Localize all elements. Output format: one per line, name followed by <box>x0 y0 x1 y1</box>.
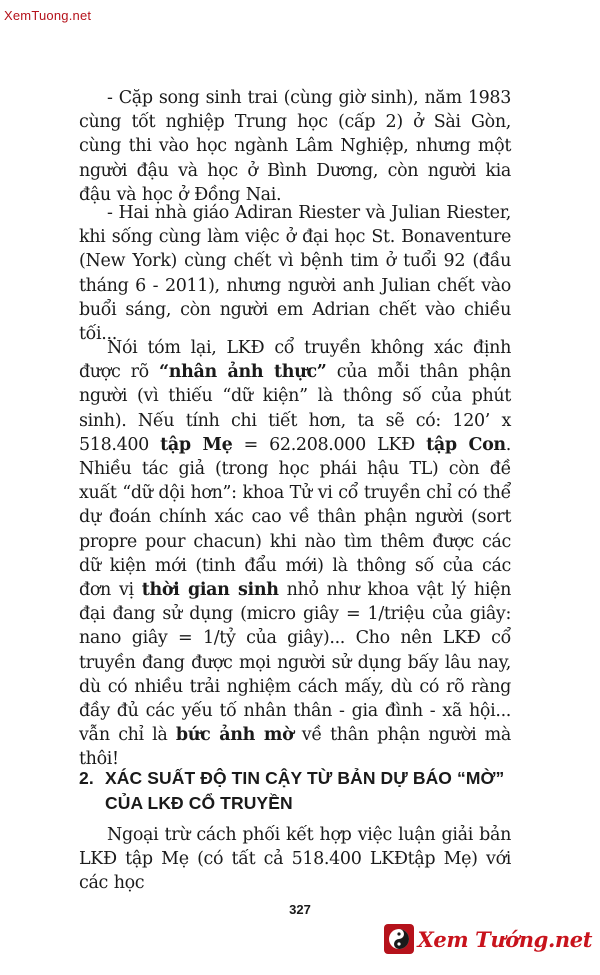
yin-yang-icon <box>384 924 414 954</box>
bold-text: tập Mẹ <box>160 434 233 455</box>
text-run: Ngoại trừ cách phối kết hợp việc luận giải bản LKĐ tập Mẹ (có tất cả 518.400 LKĐtập Mẹ) với các học <box>79 825 511 894</box>
bold-text: tập Con <box>426 434 506 455</box>
site-logo <box>384 924 592 954</box>
bold-text: “nhân ảnh thực” <box>159 362 327 383</box>
text-run: về thân phận người mà thôi! <box>79 725 512 770</box>
text-run: của mỗi thân phận người (vì thiếu “dữ kiện” là thông số của phút sinh). Nếu tính chi tiết hơn, ta sẽ có: 120’ x 518.400 <box>79 362 511 455</box>
site-watermark-top: XemTuong.net <box>4 8 92 23</box>
paragraph <box>79 86 511 207</box>
bold-text: bức ảnh mờ <box>175 725 294 746</box>
text-run: nhỏ như khoa vật lý hiện đại đang sử dụng (micro giây = 1/triệu của giây: nano giây = 1/tỷ của giây)... Cho nên LKĐ cổ truyền đang được mọi người sử dụng bấy lâu nay, dù có nhiều trải nghiệm cách mấy, dù có rõ ràng đầy đủ các yếu tố nhân thân - gia đình - xã hội... vẫn chỉ là <box>79 580 511 746</box>
text-run: = 62.208.000 LKĐ <box>232 434 427 455</box>
paragraph <box>79 201 511 346</box>
text-run: - Hai nhà giáo Adiran Riester và Julian Riester, khi sống cùng làm việc ở đại học St. Bonaventure (New York) cùng chết vì bệnh tim ở tuổi 92 (đầu tháng 6 - 2011), nhưng người anh Julian chết vào buổi sáng, còn người em Adrian chết vào chiều tối... <box>79 203 511 345</box>
paragraph <box>79 336 511 772</box>
site-brand: Xem Tướng.net <box>417 926 592 952</box>
paragraph <box>79 823 511 896</box>
section-number: 2. <box>79 768 94 788</box>
section-heading <box>79 766 511 816</box>
page-number: 327 <box>289 902 311 917</box>
text-run: Nói tóm lại, LKĐ cổ truyền không xác định được rõ <box>79 338 511 383</box>
bold-text: thời gian sinh <box>141 580 279 601</box>
text-run: - Cặp song sinh trai (cùng giờ sinh), năm 1983 cùng tốt nghiệp Trung học (cấp 2) ở Sài Gòn, cùng thi vào học ngành Lâm Nghiệp, nhưng một người đậu và học ở Bình Dương, còn người kia đậu và học ở Đồng Nai. <box>79 88 511 205</box>
section-title: XÁC SUẤT ĐỘ TIN CẬY TỪ BẢN DỰ BÁO “MỜ” CỦA LKĐ CỔ TRUYỀN <box>105 768 505 813</box>
text-run: . Nhiều tác giả (trong học phái hậu TL) còn đề xuất “dữ dội hơn”: khoa Tử vi cổ truyền chỉ có thể dự đoán chính xác cao về thân phận người (sort propre pour chacun) khi nào tìm thêm được các dữ kiện mới (tinh đẩu mới) là thông số của các đơn vị <box>79 434 511 601</box>
